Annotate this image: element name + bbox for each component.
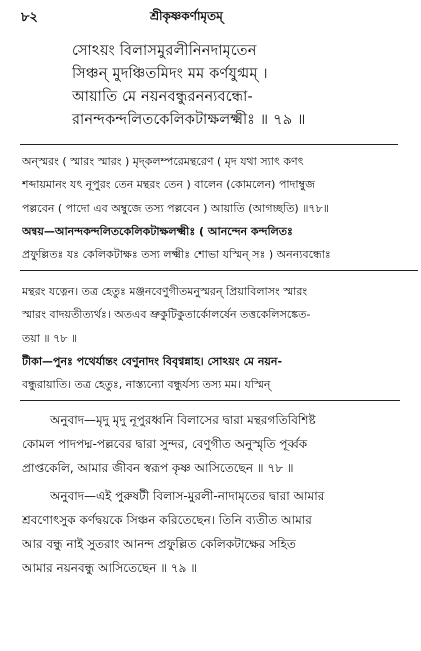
sanskrit-verse	[72, 40, 412, 132]
section-divider	[20, 400, 400, 401]
commentary-line: শব্দায়মানং যৎ নূপুরং তেন মন্থরং তেন ) বালেন (কোমলেন) পাদাম্বুজ	[22, 178, 315, 192]
commentary-block-1	[22, 150, 414, 266]
translation-78	[22, 408, 414, 480]
verse-line: সোঽয়ং বিলাসমুরলীনিনদামৃতেন	[72, 43, 257, 59]
commentary-line: বন্ধুরায়াতি। তত্র হেতুঃ, নাস্ত্যন্যো বন্ধুর্যস্য তস্য মম। যস্মিন্	[22, 378, 271, 392]
translation-line: প্রাপ্তকেলি, আমার জীবন স্বরূপ কৃষ্ণ আসিতেছেন ॥ ৭৮ ॥	[22, 461, 294, 475]
translation-79	[22, 484, 414, 580]
verse-line: সিঞ্চন্ মুদঞ্চিতমিদং মম কর্ণযুগ্মম্ ।	[72, 66, 268, 82]
verse-line: রানন্দকন্দলিতকেলিকটাক্ষলক্ষ্মীঃ ॥ ৭৯ ॥	[72, 112, 306, 128]
translation-line: অনুবাদ—এই পুরুষটী বিলাস-মুরলী-নাদামৃতের দ্বারা আমার	[50, 489, 325, 503]
running-title: শ্রীকৃষ্ণকর্ণামৃতম্‌	[150, 9, 223, 23]
commentary-line: অন্বয়—আনন্দকন্দলিতকেলিকটাক্ষলক্ষ্মীঃ ( আনন্দেন কন্দলিতঃ	[22, 224, 293, 238]
translation-line: আমার নয়নবন্ধু আসিতেছেন ॥ ৭৯ ॥	[22, 561, 197, 575]
commentary-line: পল্লবেন ( পাদো এব অম্বুজে তস্য পল্লবেন ) আয়াতি (আগচ্ছতি) ॥৭৮॥	[22, 201, 329, 215]
translation-line: আর বন্ধু নাই সুতরাং আনন্দ প্রফুল্লিত কেলিকটাক্ষের সহিত	[22, 537, 296, 551]
commentary-line: মন্থরং যত্নেন। তত্র হেতুঃ মঞ্জনবেণুগীতমনুস্মরন্ প্রিয়াবিলাসং স্মারং	[22, 285, 308, 298]
translation-line: শ্রবণোৎসুক কর্ণদ্বয়কে সিঞ্চন করিতেছেন। তিনি ব্যতীত আমার	[22, 513, 312, 527]
section-divider	[20, 144, 398, 145]
commentary-line: অন্স্মরং ( স্মারং স্মারং ) মৃদ্কলম্পরেমন্থরেণ ( মৃদ যথা স্যাৎ কণৎ	[22, 155, 304, 168]
section-divider	[20, 270, 418, 271]
translation-line: অনুবাদ—মৃদু মৃদু নূপুরধ্বনি বিলাসের দ্বারা মন্থরগতিবিশিষ্ট	[50, 413, 316, 427]
commentary-line: টীকা—পুনঃ পথের্যান্তং বেণুনাদং বিবৃণ্বন্নাহ। সোঽয়ং মে নয়ন-	[22, 354, 283, 368]
commentary-line: স্মারং বাদয়তীত্যর্থঃ। অতএব ভ্রুকুটিকুতার্কোলর্ষেন তত্তকেলিসঙ্কেত-	[22, 308, 311, 322]
commentary-line: তয়া ॥ ৭৮ ॥	[22, 331, 78, 345]
commentary-line: প্রফুল্লিতঃ যঃ কেলিকটাক্ষঃ তস্য লক্ষ্মীঃ শোভা যস্মিন্ সঃ ) অনন্যবন্ধোঃ	[22, 248, 331, 262]
commentary-block-2	[22, 280, 414, 396]
page-number: ৮২	[21, 10, 38, 25]
translation-line: কোমল পাদপদ্ম-পল্লবের দ্বারা সুন্দর, বেণুগীত অনুস্মৃতি পূর্ব্বক	[22, 437, 308, 451]
verse-line: আয়াতি মে নয়নবন্ধুরনন্যবন্ধো-	[72, 89, 253, 105]
